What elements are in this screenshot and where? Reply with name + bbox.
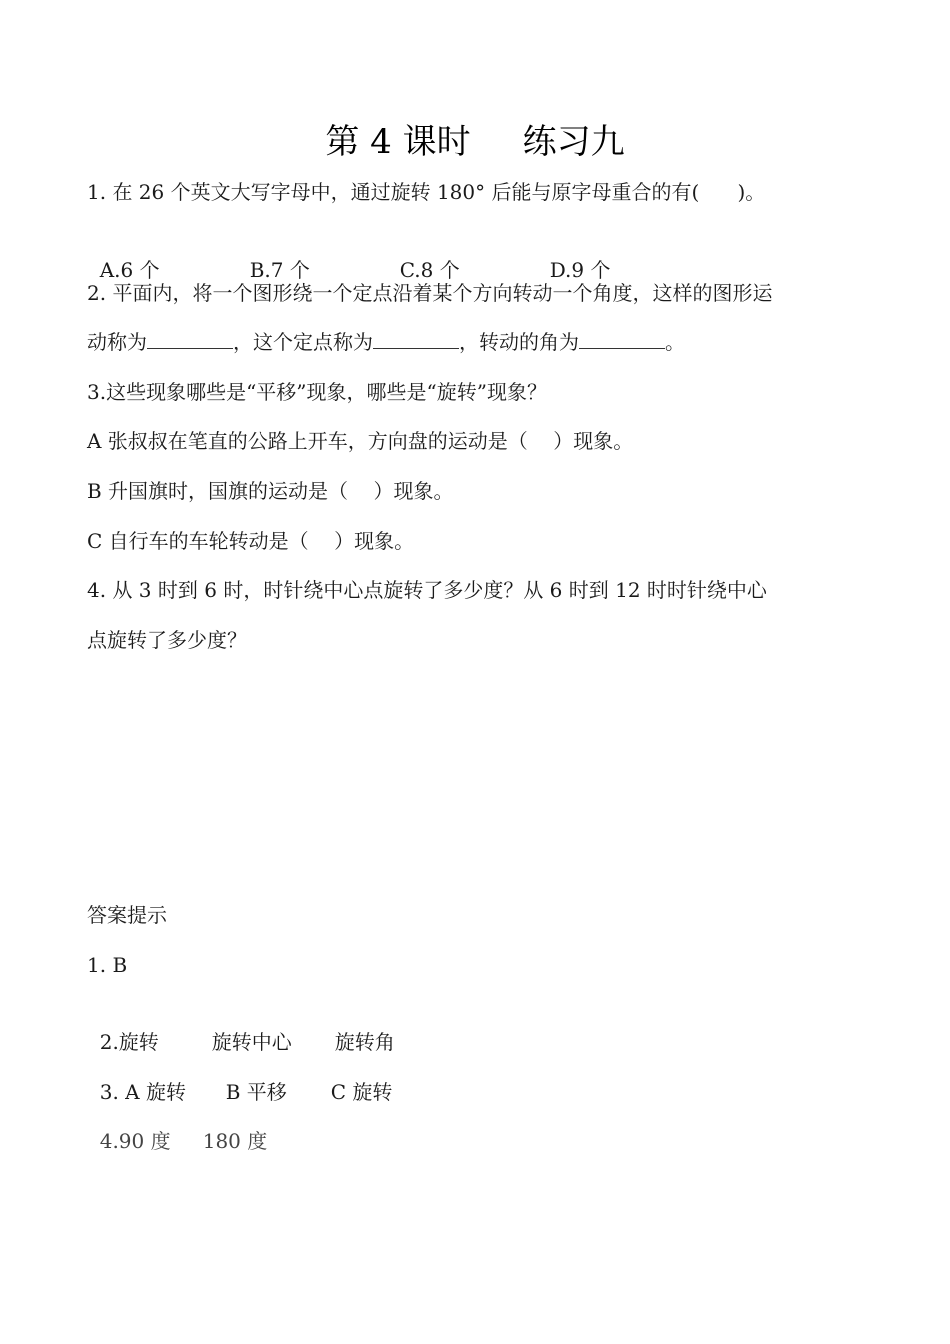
answer-2 [87,1000,395,1056]
answer-3 [87,1050,392,1106]
option-b: B.7 个 [249,258,310,282]
question-4-line-2: 点旋转了多少度？ [87,628,247,652]
title-exercise: 练习九 [522,122,625,162]
answer-1: 1. B [87,953,128,977]
question-3-a: A 张叔叔在笔直的公路上开车，方向盘的运动是（ ）现象。 [87,429,634,453]
answer-2-item: 2.旋转 [99,1030,159,1054]
answers-heading: 答案提示 [87,903,167,927]
option-c: C.8 个 [399,258,460,282]
option-d: D.9 个 [549,258,611,282]
answer-3-item: 3. A 旋转 [99,1080,186,1104]
fill-blank-1[interactable] [147,328,233,349]
answer-4 [87,1099,267,1155]
question-3-b: B 升国旗时，国旗的运动是（ ）现象。 [87,479,454,503]
fill-blank-2[interactable] [373,328,459,349]
question-3-intro: 3.这些现象哪些是“平移”现象，哪些是“旋转”现象？ [87,380,547,404]
fill-blank-3[interactable] [579,328,665,349]
q2-seg-1: 动称为 [87,330,147,354]
title-lesson: 第 4 课时 [325,122,471,162]
page-title [0,118,950,166]
option-a: A.6 个 [99,258,160,282]
question-2-line-2 [87,328,685,356]
answer-2-item: 旋转角 [334,1030,395,1054]
answer-3-item: B 平移 [225,1080,287,1104]
answer-3-item: C 旋转 [330,1080,393,1104]
q2-seg-3: ，转动的角为 [459,330,579,354]
q2-seg-2: ，这个定点称为 [233,330,373,354]
question-3-c: C 自行车的车轮转动是（ ）现象。 [87,529,415,553]
question-2-line-1: 2. 平面内，将一个图形绕一个定点沿着某个方向转动一个角度，这样的图形运 [87,281,773,305]
answer-4-item: 4.90 度 [99,1129,171,1153]
question-4-line-1: 4. 从 3 时到 6 时，时针绕中心点旋转了多少度？从 6 时到 12 时时针绕中心 [87,578,767,602]
answer-4-item: 180 度 [202,1129,268,1153]
question-1: 1. 在 26 个英文大写字母中，通过旋转 180° 后能与原字母重合的有( )。 [87,180,766,204]
answer-2-item: 旋转中心 [211,1030,292,1054]
q2-seg-4: 。 [665,330,685,354]
question-1-options [87,228,610,284]
